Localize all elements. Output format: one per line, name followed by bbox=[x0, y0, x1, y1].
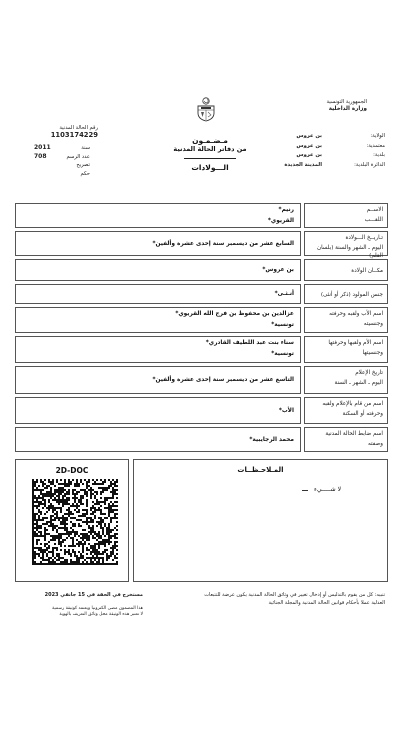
title-line2: من دفاتر الحالة المدنية bbox=[173, 145, 247, 153]
motamadia-label: معتمدية: bbox=[366, 142, 385, 149]
judgment-label: حكم bbox=[80, 170, 90, 177]
row-value: تونسية* bbox=[271, 322, 294, 328]
footer-left bbox=[28, 592, 143, 618]
row-value: القريوي* bbox=[267, 218, 294, 224]
row-label-cell bbox=[304, 307, 388, 333]
record-value: 708 bbox=[34, 152, 47, 160]
civil-number-label: رقم الحالة المدنية bbox=[59, 125, 98, 131]
year-label: سنة bbox=[81, 145, 90, 151]
motamadia-value: بن عروس bbox=[296, 142, 322, 149]
row-label-cell bbox=[304, 259, 388, 281]
row-label-cell bbox=[304, 284, 388, 304]
declaration-label: تصريح bbox=[76, 162, 90, 168]
row-label-cell bbox=[304, 397, 388, 424]
row-label-cell bbox=[304, 366, 388, 394]
row-label: تـاريــخ الـــولادة اليوم ـ الشهر والسنة (بلسان القلم) bbox=[317, 235, 383, 259]
row-label: جنس المولود (ذكر أو أنثى) bbox=[320, 292, 383, 298]
footer-warning: تنبيه: كل من يقوم بالتدليس أو إدخال تغيير في وثائق الحالة المدنية يكون عرضة للتتبعات العدلية عملا بأحكام قوانين الحالة المدنية والمجلة الجنائية bbox=[204, 592, 385, 606]
republic-name: الجمهورية التونسية bbox=[326, 99, 367, 105]
row-value: التاسع عشر من ديسمبر سنة إحدى عشرة وألفين* bbox=[152, 377, 294, 383]
row-label: مكــان الولادة bbox=[351, 268, 383, 274]
row-value-cell bbox=[15, 397, 301, 424]
row-label: اسم الأب ولقبه وحرفته وجنسيته bbox=[329, 311, 383, 327]
row-value-cell bbox=[15, 427, 301, 452]
title-line3: الـــولادات bbox=[191, 163, 229, 172]
ministry-name: وزارة الداخلية bbox=[328, 105, 367, 112]
row-label-cell bbox=[304, 231, 388, 259]
row-value-cell bbox=[15, 259, 301, 281]
header-left bbox=[28, 125, 98, 138]
datamatrix-code-icon bbox=[32, 479, 118, 565]
footer-line2: هذا المضمون مضى الكترونيا ويعتمد كوثيقة رسمية bbox=[52, 605, 143, 611]
row-value-cell bbox=[15, 231, 301, 256]
document-title bbox=[150, 136, 270, 172]
notes-box bbox=[133, 459, 388, 582]
title-divider bbox=[184, 158, 236, 159]
row-value: سناء بنت عبد اللطيف القادري* bbox=[205, 340, 294, 346]
row-label: اسم الأم ولقبها وحرفتها وجنسيتها bbox=[328, 340, 383, 356]
row-value: عزالدين بن محفوظ بن فرج الله القريوي* bbox=[175, 311, 294, 317]
row-value: الأب* bbox=[278, 407, 294, 414]
year-value: 2011 bbox=[34, 144, 51, 151]
notes-value: لا شـــــيء bbox=[314, 486, 341, 493]
civil-number: 1103174229 bbox=[50, 130, 98, 139]
row-value: رنيم* bbox=[278, 207, 294, 213]
wilaya-value: بن عروس bbox=[296, 133, 322, 139]
footer-line3: لا تعتبر هذه الوثيقة محل وثائق التعريف بالهوية bbox=[59, 611, 143, 617]
row-value: محمد الرجايبية* bbox=[249, 436, 294, 443]
row-label: تاريخ الإعلام اليوم ـ الشهر ـ السنة bbox=[334, 370, 383, 386]
header-right bbox=[257, 99, 367, 112]
row-label-cell bbox=[304, 427, 388, 452]
row-value-cell bbox=[15, 366, 301, 394]
extract-date: مستخرج في الحقة في 15 جانفي 2023 bbox=[44, 592, 143, 598]
row-value: تونسية* bbox=[271, 351, 294, 357]
row-value-cell bbox=[15, 284, 301, 304]
row-value: السابع عشر من ديسمبر سنة إحدى عشرة وألفين* bbox=[152, 240, 294, 247]
qr-box bbox=[15, 459, 129, 582]
title-line1: مـضـمـون bbox=[192, 136, 228, 145]
row-value: أنـثـى* bbox=[274, 291, 294, 297]
wilaya-label: الولاية: bbox=[370, 133, 385, 139]
daira-value: المدينة الجديدة bbox=[284, 161, 322, 168]
row-label: اسم من قام بالإعلام ولقبه وحرفته أو السكنة bbox=[322, 401, 383, 417]
admin-info bbox=[265, 133, 385, 168]
coat-of-arms-icon bbox=[193, 96, 219, 122]
row-value-cell bbox=[15, 307, 301, 333]
row-label: الاســم اللقـــب bbox=[364, 207, 383, 223]
row-value: بن عروس* bbox=[262, 267, 294, 273]
qr-label: 2D-DOC bbox=[55, 466, 89, 475]
baladia-label: بلدية: bbox=[373, 152, 385, 158]
notes-title: المـلاحـظــات bbox=[237, 466, 284, 474]
baladia-value: بن عروس bbox=[296, 152, 322, 158]
row-label-cell bbox=[304, 203, 388, 228]
row-label: اسم ضابط الحالة المدنية وصفته bbox=[325, 431, 383, 447]
record-label: عدد الرسم bbox=[66, 153, 90, 160]
daira-label: الدائرة البلدية: bbox=[354, 161, 385, 168]
row-value-cell bbox=[15, 203, 301, 228]
record-info bbox=[34, 145, 90, 177]
row-label-cell bbox=[304, 336, 388, 363]
row-value-cell bbox=[15, 336, 301, 363]
